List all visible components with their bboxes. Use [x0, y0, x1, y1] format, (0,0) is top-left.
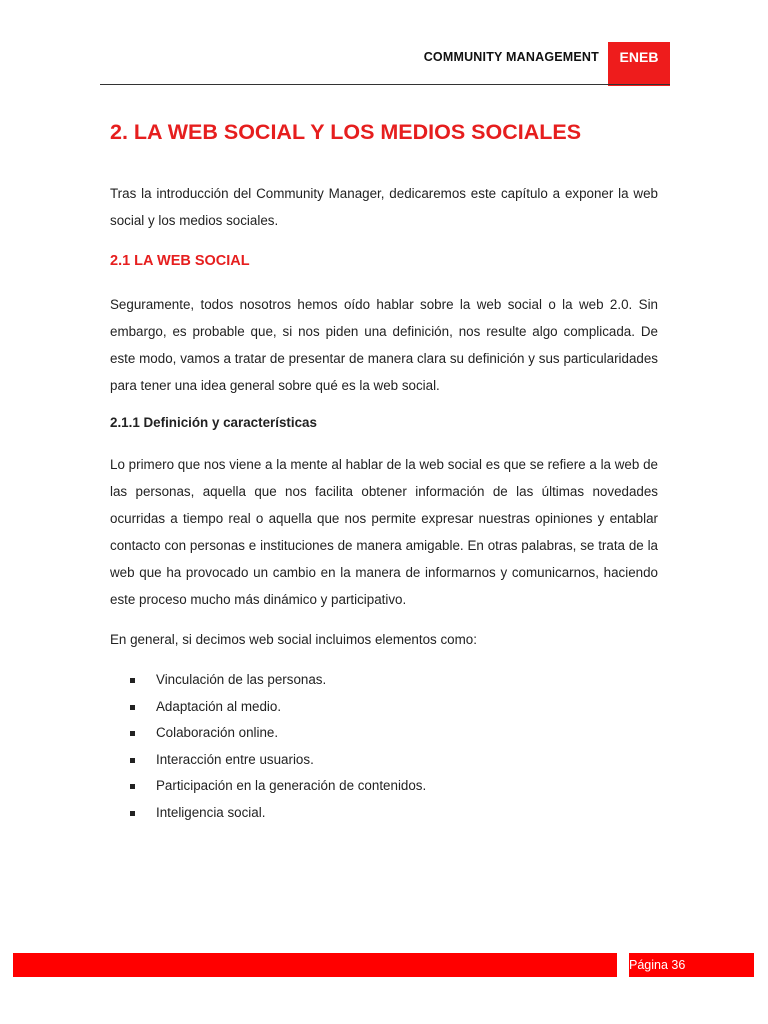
list-item-text: Participación en la generación de contenidos. [156, 778, 427, 794]
list-item-text: Interacción entre usuarios. [156, 751, 314, 767]
eneb-logo: ENEB [608, 42, 670, 86]
list-item [130, 694, 658, 721]
page-content [110, 118, 658, 827]
subsection-title: 2.1.1 Definición y características [110, 415, 317, 430]
list-item-text: Vinculación de las personas. [156, 672, 327, 687]
intro-paragraph: Tras la introducción del Community Manager, dedicaremos este capítulo a exponer la web social y los medios sociales. [110, 186, 658, 228]
section-title: 2.1 LA WEB SOCIAL [110, 253, 250, 269]
list-item [130, 720, 658, 747]
bullet-icon [130, 731, 135, 736]
list-item-text: Inteligencia social. [156, 804, 266, 820]
section-paragraph: Seguramente, todos nosotros hemos oído hablar sobre la web social o la web 2.0. Sin embargo, es probable que, si nos piden una definición, nos resulte algo complicada. De este modo, vamos a tratar de presentar de manera clara su definición y sus particularidades para tener una idea general sobre qué es la web social. [110, 297, 658, 393]
elements-list [110, 667, 658, 827]
list-item-text: Colaboración online. [156, 725, 279, 741]
header-title: COMMUNITY MANAGEMENT [423, 50, 599, 64]
footer-divider [617, 953, 629, 977]
bullet-icon [130, 705, 135, 710]
bullet-icon [130, 811, 135, 816]
definition-paragraph: Lo primero que nos viene a la mente al hablar de la web social es que se refiere a la web de las personas, aquella que nos facilita obtener información de las últimas novedades ocurridas a tiempo real o aquella que nos permite expresar nuestras opiniones y entablar contacto con personas e instituciones de manera amigable. En otras palabras, se trata de la web que ha provocado un cambio en la manera de informarnos y comunicarnos, haciendo este proceso mucho más dinámico y participativo. [110, 457, 658, 607]
list-item [130, 773, 658, 800]
list-item [130, 667, 658, 694]
elements-intro: En general, si decimos web social incluimos elementos como: [110, 632, 477, 647]
list-item-text: Adaptación al medio. [156, 698, 282, 714]
bullet-icon [130, 678, 135, 683]
bullet-icon [130, 758, 135, 763]
list-item [130, 800, 658, 827]
list-item [130, 747, 658, 774]
bullet-icon [130, 784, 135, 789]
page-number: Página 36 [629, 958, 686, 972]
page-header [100, 42, 670, 86]
chapter-heading: 2. LA WEB SOCIAL Y LOS MEDIOS SOCIALES [110, 120, 582, 144]
header-divider [100, 84, 670, 85]
